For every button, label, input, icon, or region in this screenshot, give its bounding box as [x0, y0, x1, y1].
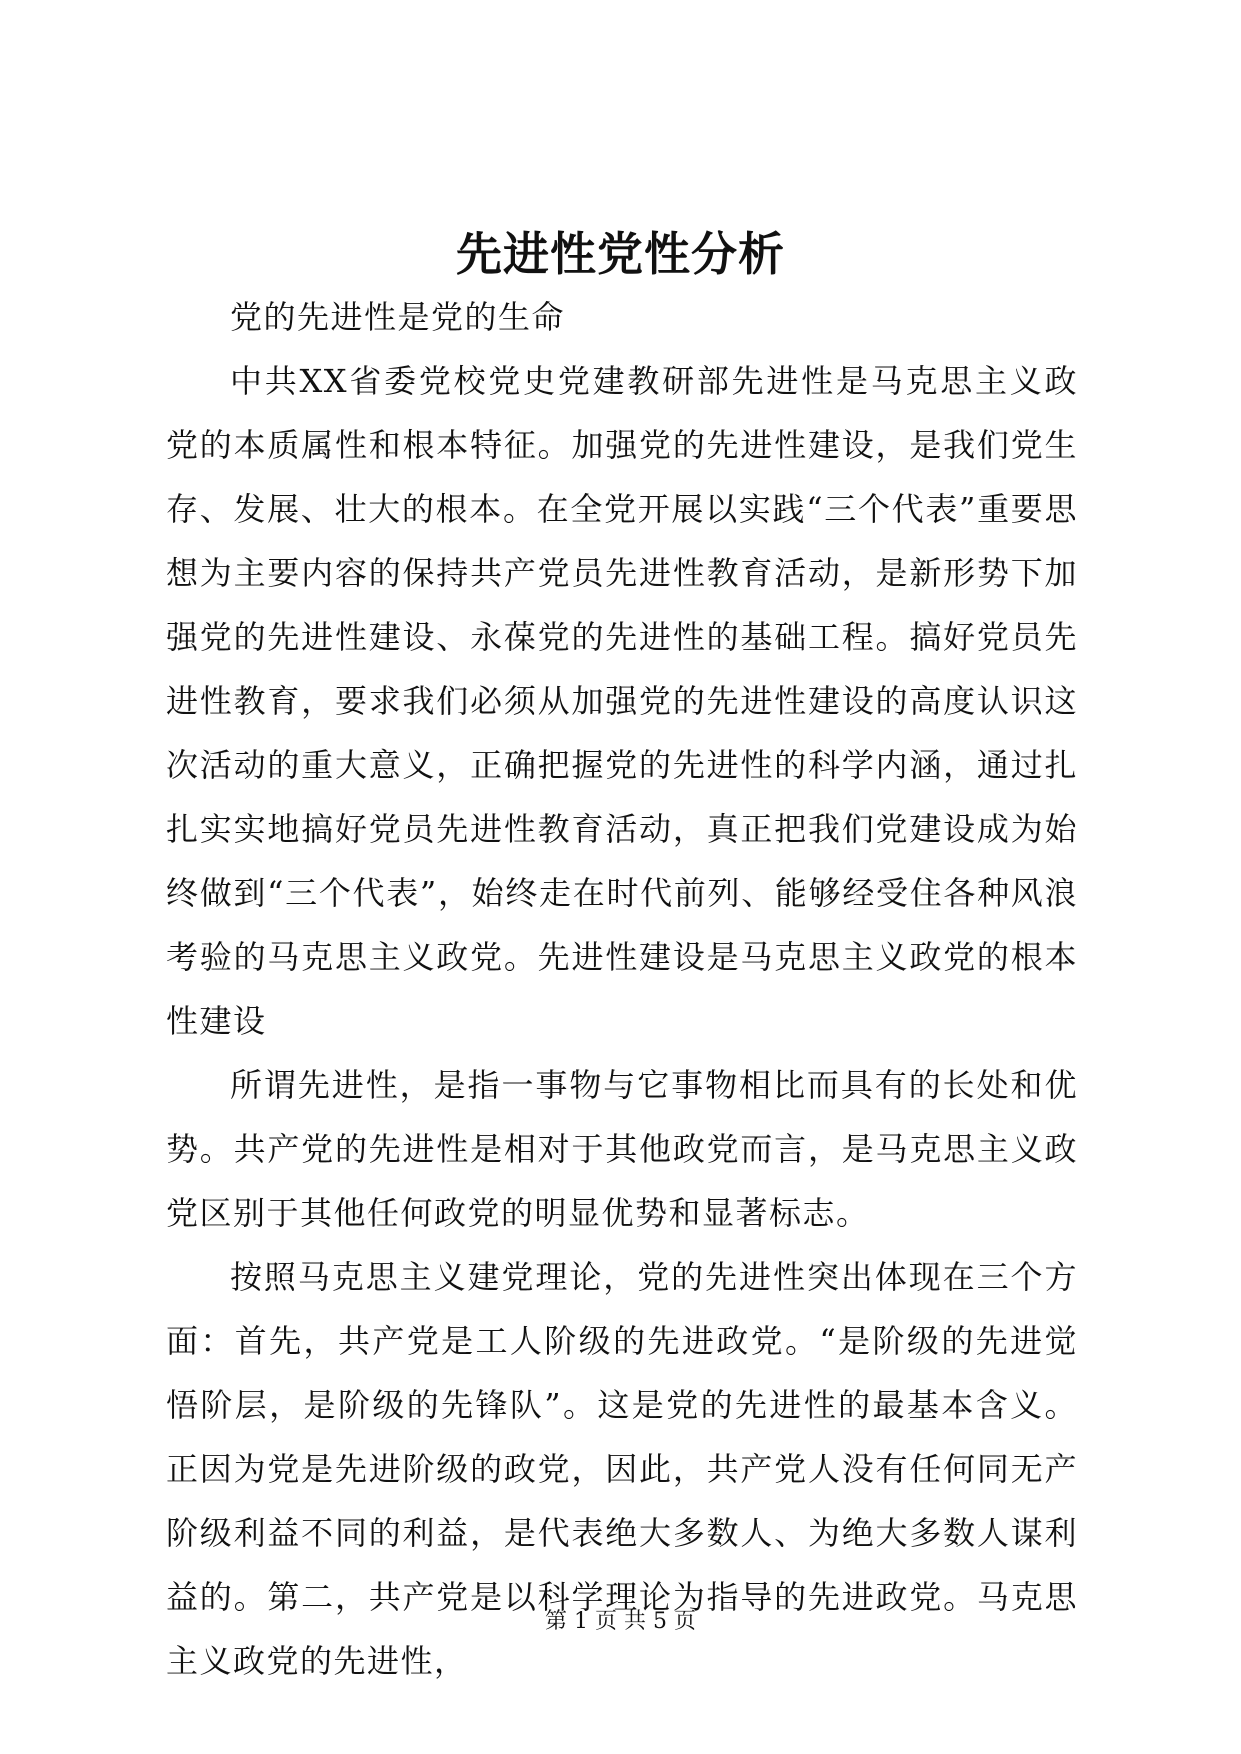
page-footer: 第 1 页 共 5 页: [545, 1609, 696, 1634]
paragraph: 中共XX省委党校党史党建教研部先进性是马克思主义政党的本质属性和根本特征。加强党的先进性建设，是我们党生存、发展、壮大的根本。在全党开展以实践“三个代表”重要思想为主要内容的保持共产党员先进性教育活动，是新形势下加强党的先进性建设、永葆党的先进性的基础工程。搞好党员先进性教育，要求我们必须从加强党的先进性建设的高度认识这次活动的重大意义，正确把握党的先进性的科学内涵，通过扎扎实实地搞好党员先进性教育活动，真正把我们党建设成为始终做到“三个代表”，始终走在时代前列、能够经受住各种风浪考验的马克思主义政党。先进性建设是马克思主义政党的根本性建设: [166, 362, 1078, 1040]
document-title: 先进性党性分析: [456, 227, 785, 281]
paragraph: 按照马克思主义建党理论，党的先进性突出体现在三个方面：首先，共产党是工人阶级的先进政党。“是阶级的先进觉悟阶层，是阶级的先锋队”。这是党的先进性的最基本含义。正因为党是先进阶级的政党，因此，共产党人没有任何同无产阶级利益不同的利益，是代表绝大多数人、为绝大多数人谋利益的。第二，共产党是以科学理论为指导的先进政党。马克思主义政党的先进性，: [166, 1258, 1078, 1680]
paragraph: 所谓先进性，是指一事物与它事物相比而具有的长处和优势。共产党的先进性是相对于其他政党而言，是马克思主义政党区别于其他任何政党的明显优势和显著标志。: [166, 1066, 1078, 1232]
paragraph-subtitle: 党的先进性是党的生命: [230, 298, 566, 336]
document-body: [166, 285, 1078, 1693]
